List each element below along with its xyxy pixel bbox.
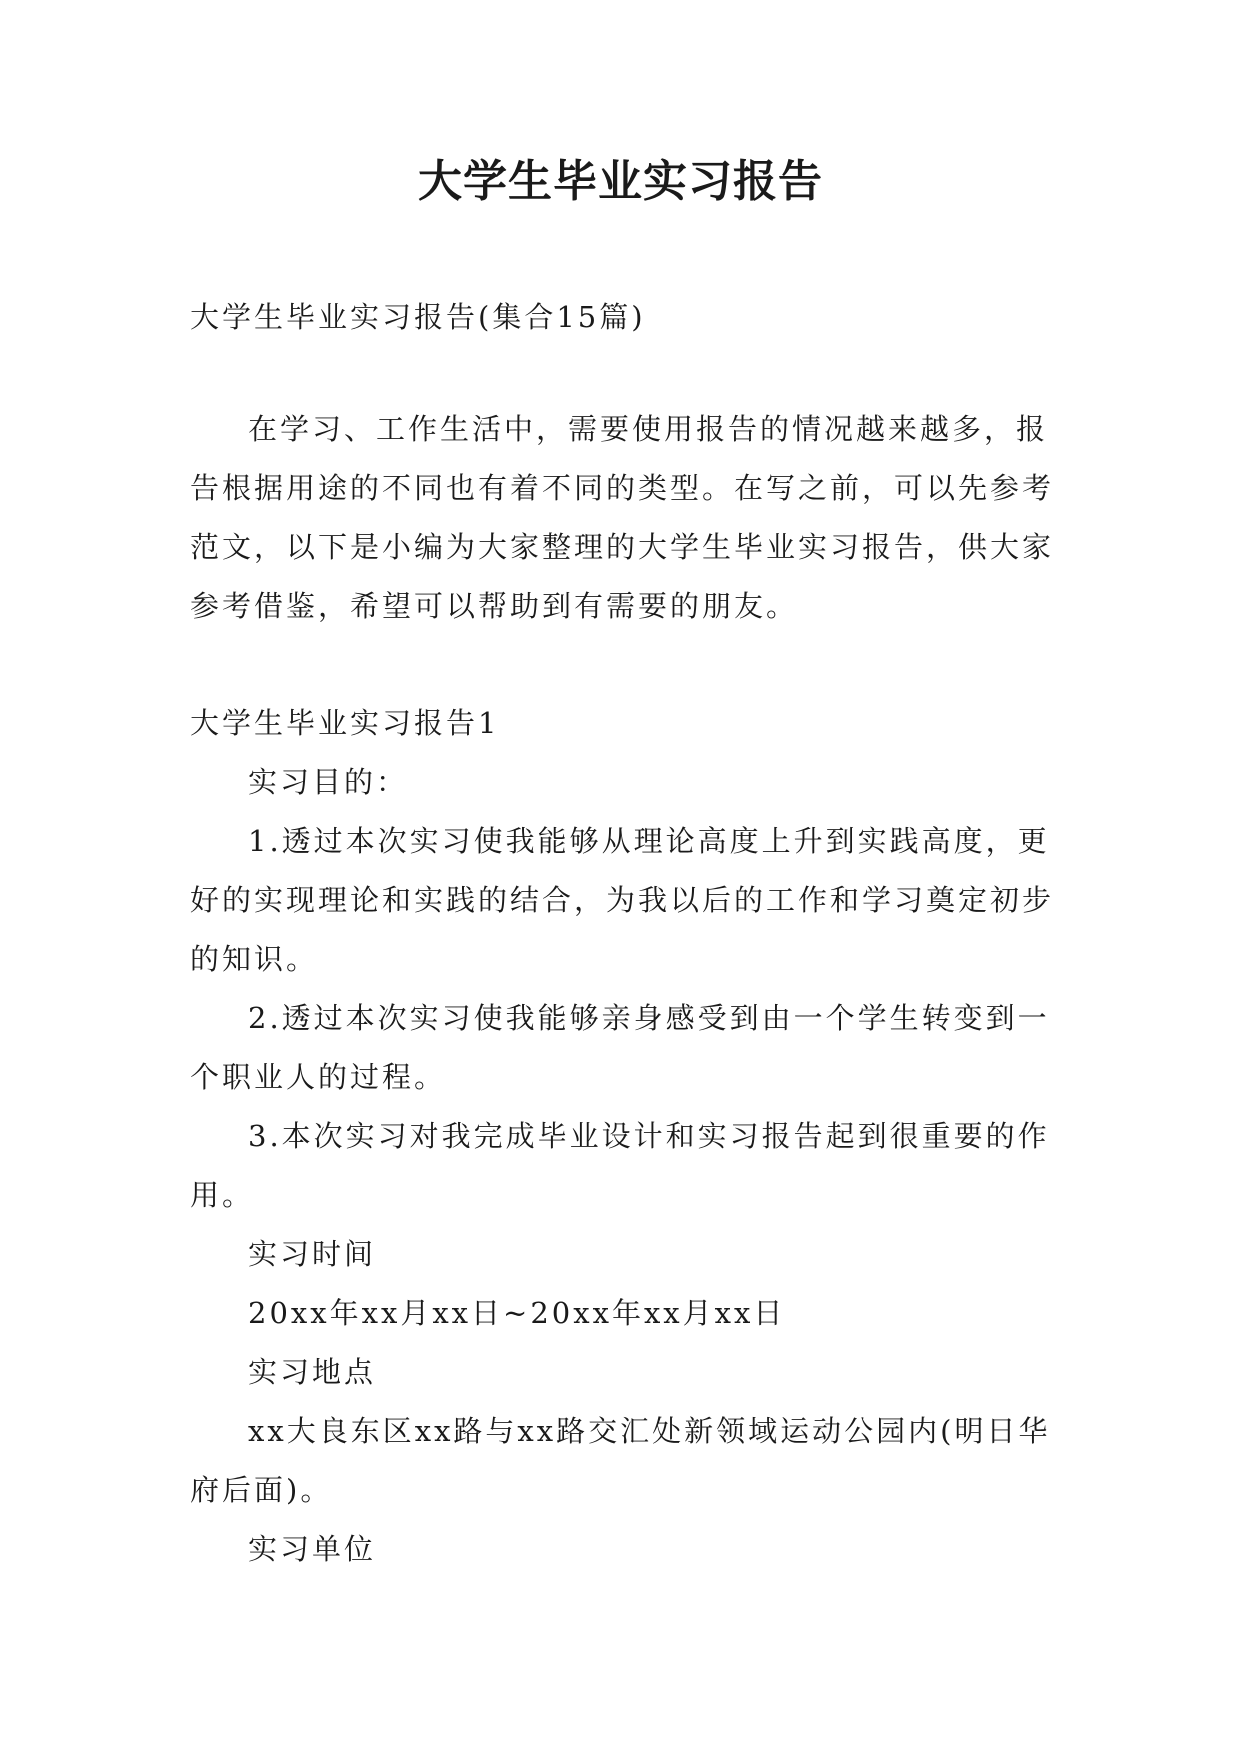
purpose-item-1: 1.透过本次实习使我能够从理论高度上升到实践高度，更好的实现理论和实践的结合，为我以后的工作和学习奠定初步的知识。: [190, 824, 1055, 976]
place-value: xx大良东区xx路与xx路交汇处新领域运动公园内(明日华府后面)。: [190, 1414, 1051, 1507]
document-subtitle: 大学生毕业实习报告(集合15篇): [190, 300, 646, 334]
purpose-item-3: 3.本次实习对我完成毕业设计和实习报告起到很重要的作用。: [190, 1119, 1050, 1212]
purpose-label: 实习目的：: [248, 765, 409, 799]
document-title: 大学生毕业实习报告: [418, 156, 823, 207]
purpose-item-2: 2.透过本次实习使我能够亲身感受到由一个学生转变到一个职业人的过程。: [190, 1001, 1050, 1094]
intro-paragraph: 在学习、工作生活中，需要使用报告的情况越来越多，报告根据用途的不同也有着不同的类型。在写之前，可以先参考范文，以下是小编为大家整理的大学生毕业实习报告，供大家参考借鉴，希望可以帮助到有需要的朋友。: [190, 412, 1055, 623]
section-heading: 大学生毕业实习报告1: [190, 706, 500, 740]
place-label: 实习地点: [248, 1355, 377, 1389]
unit-label: 实习单位: [248, 1532, 377, 1566]
time-value: 20xx年xx月xx日~20xx年xx月xx日: [248, 1296, 786, 1330]
section-report-1: [190, 694, 1070, 1579]
time-label: 实习时间: [248, 1237, 377, 1271]
